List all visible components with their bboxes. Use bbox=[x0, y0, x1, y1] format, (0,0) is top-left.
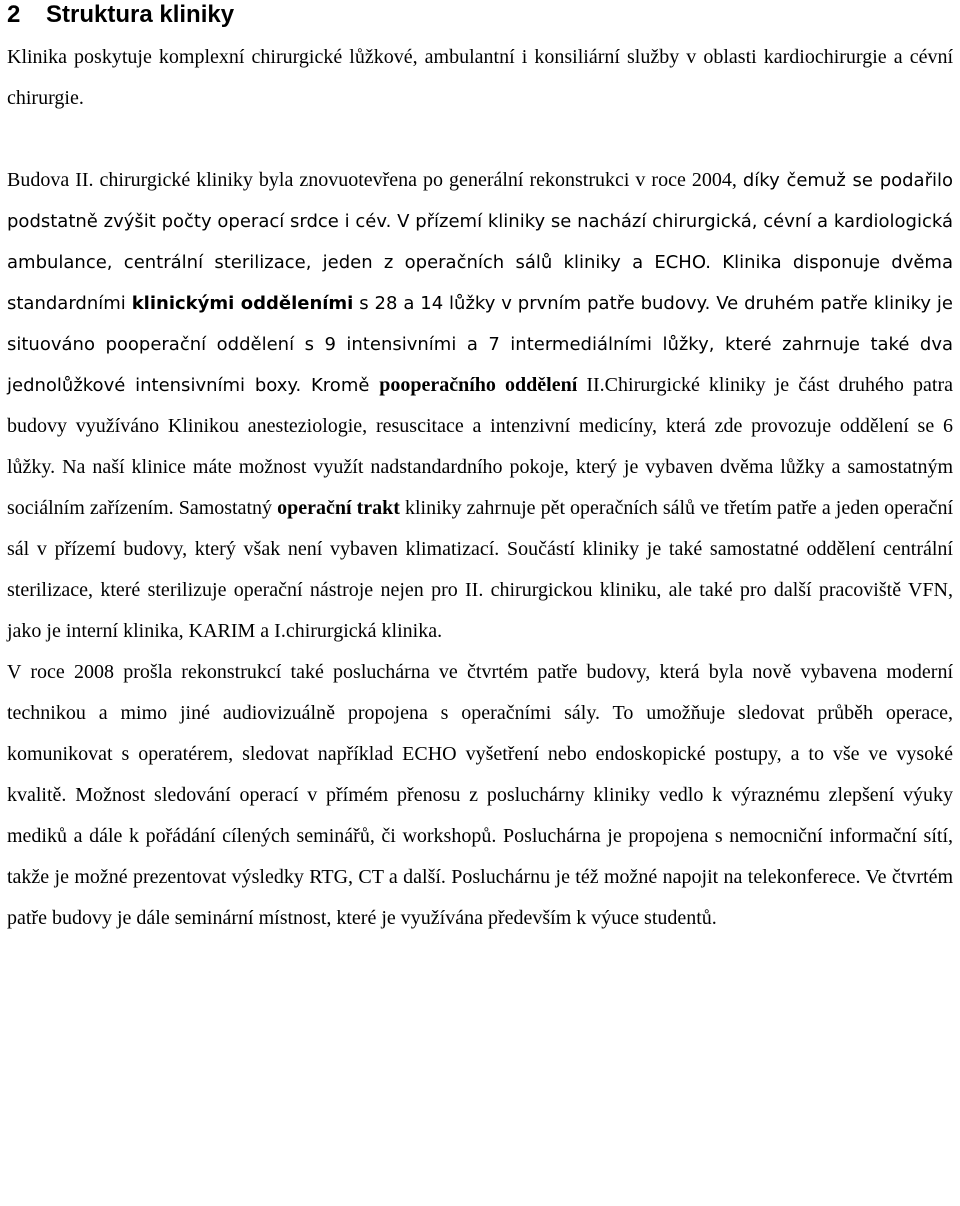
document-page bbox=[7, 0, 953, 939]
paragraph-intro bbox=[7, 37, 953, 119]
text-run: II.Chirurgické kliniky je část druhého patra budovy využíváno Klinikou anesteziologie, resuscitace a intenzivní medicíny, která zde provozuje oddělení se 6 lůžky. Na naší klinice máte možnost využít nadstandardního pokoje, který je vybaven dvěma lůžky a samostatným sociálním zařízením. Samostatný bbox=[7, 374, 953, 519]
paragraph-building bbox=[7, 160, 953, 652]
text-run: V přízemí kliniky se nachází chirurgická, cévní a kardiologická ambulance, centrální sterilizace, jeden z operačních sálů kliniky a ECHO. Klinika disponuje dvěma standardními bbox=[7, 211, 953, 314]
paragraph-lecture-hall bbox=[7, 652, 953, 939]
section-heading bbox=[7, 0, 953, 29]
section-title: Struktura kliniky bbox=[46, 1, 235, 28]
bold-term-postoperative-department: pooperačního oddělení bbox=[379, 374, 578, 396]
text-run: s 28 a 14 lůžky v prvním patře budovy. Ve druhém patře kliniky je situováno pooperační oddělení s 9 intensivními a 7 intermediálními lůžky, které zahrnuje také dva jednolůžkové intensivními boxy. Kromě bbox=[7, 293, 953, 396]
text-run: Klinika poskytuje komplexní chirurgické lůžkové, ambulantní i konsiliární služby v oblasti kardiochirurgie a cévní chirurgie. bbox=[7, 46, 953, 109]
text-run: Budova II. chirurgické kliniky byla znovuotevřena po generální rekonstrukci v roce 2004, bbox=[7, 169, 743, 191]
section-number: 2 bbox=[7, 1, 21, 28]
bold-term-operating-tract: operační trakt bbox=[277, 497, 400, 519]
text-run: kliniky zahrnuje pět operačních sálů ve třetím patře a jeden operační sál v přízemí budovy, který však není vybaven klimatizací. Součástí kliniky je také samostatné oddělení centrální sterilizace, které sterilizuje operační nástroje nejen pro II. chirurgickou kliniku, ale také pro další pracoviště VFN, jako je interní klinika, KARIM a I.chirurgická klinika. bbox=[7, 497, 953, 642]
text-run: V roce 2008 prošla rekonstrukcí také posluchárna ve čtvrtém patře budovy, která byla nově vybavena moderní technikou a mimo jiné audiovizuálně propojena s operačními sály. To umožňuje sledovat průběh operace, komunikovat s operatérem, sledovat například ECHO vyšetření nebo endoskopické postupy, a to vše ve vysoké kvalitě. Možnost sledování operací v přímém přenosu z posluchárny kliniky vedlo k výraznému zlepšení výuky mediků a dále k pořádání cílených seminářů, či workshopů. Posluchárna je propojena s nemocniční informační sítí, takže je možné prezentovat výsledky RTG, CT a další. Posluchárnu je též možné napojit na telekonferece. Ve čtvrtém patře budovy je dále seminární místnost, které je využívána především k výuce studentů. bbox=[7, 661, 953, 929]
bold-term-clinical-departments: klinickými odděleními bbox=[131, 293, 354, 314]
text-run: díky čemuž se podařilo podstatně zvýšit počty operací srdce i cév. bbox=[7, 170, 954, 232]
